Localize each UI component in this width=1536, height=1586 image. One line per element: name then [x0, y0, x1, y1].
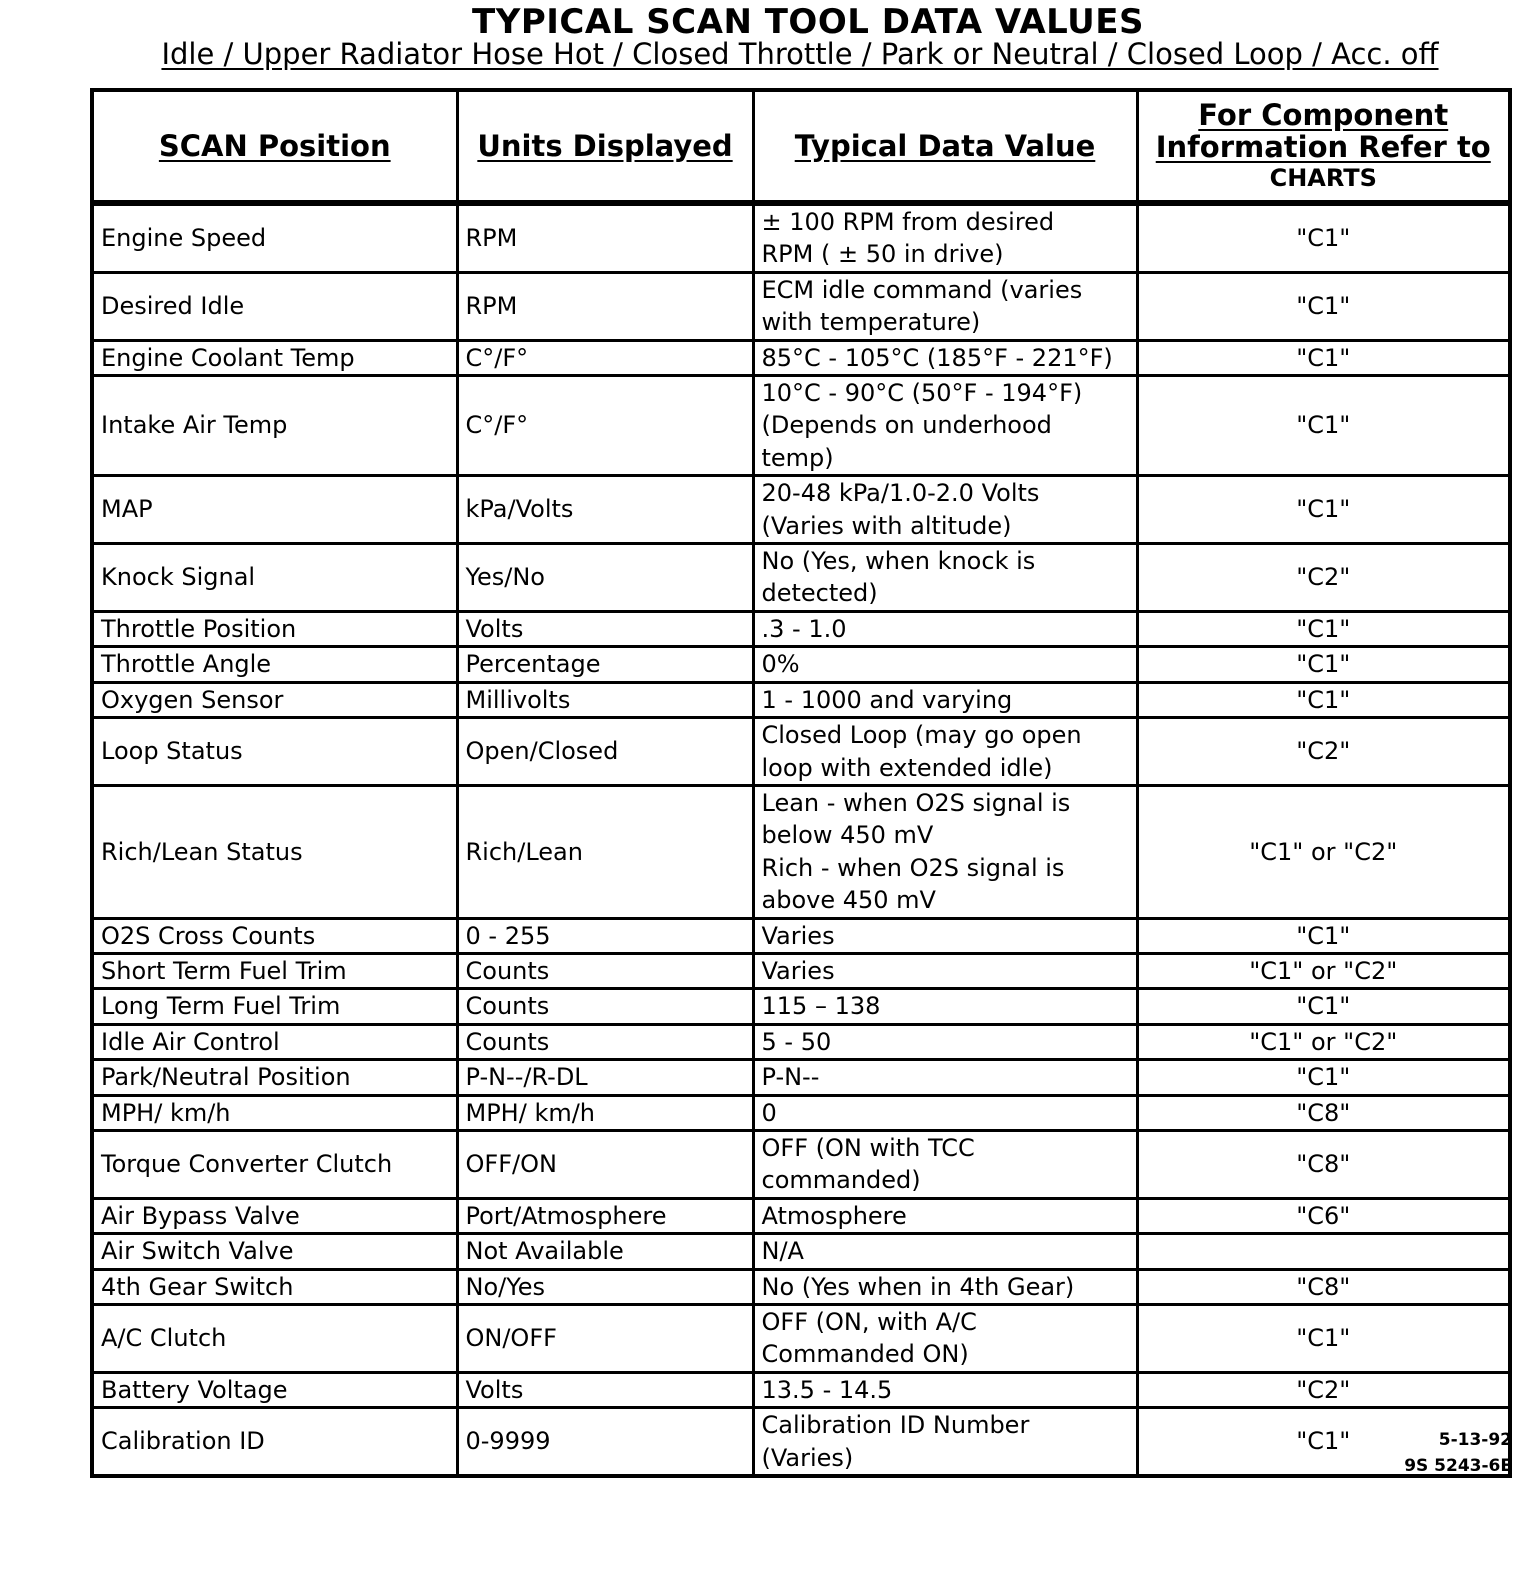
cell-typical-value: No (Yes, when knock is detected)	[753, 544, 1137, 612]
cell-scan-position: Loop Status	[94, 718, 457, 786]
cell-scan-position: Rich/Lean Status	[94, 785, 457, 918]
header-units-displayed	[457, 92, 753, 203]
table-row	[94, 1198, 1508, 1233]
cell-units-displayed: RPM	[457, 272, 753, 340]
table-row	[94, 1372, 1508, 1407]
table-body	[94, 203, 1508, 1474]
footer-code: 9S 5243-6E	[1404, 1456, 1512, 1476]
cell-typical-value: 85°C - 105°C (185°F - 221°F)	[753, 340, 1137, 375]
table-row	[94, 785, 1508, 918]
table-row	[94, 918, 1508, 953]
cell-scan-position: Short Term Fuel Trim	[94, 953, 457, 988]
cell-typical-value: 20-48 kPa/1.0-2.0 Volts (Varies with altitude)	[753, 476, 1137, 544]
cell-units-displayed: C°/F°	[457, 376, 753, 476]
cell-chart-ref: "C1"	[1137, 340, 1508, 375]
table-row	[94, 1024, 1508, 1059]
scan-data-table	[90, 88, 1512, 1478]
cell-typical-value: 13.5 - 14.5	[753, 1372, 1137, 1407]
cell-typical-value: Varies	[753, 953, 1137, 988]
cell-typical-value: 0%	[753, 647, 1137, 682]
cell-typical-value: OFF (ON, with A/C Commanded ON)	[753, 1305, 1137, 1373]
cell-typical-value: OFF (ON with TCC commanded)	[753, 1130, 1137, 1198]
cell-typical-value: No (Yes when in 4th Gear)	[753, 1269, 1137, 1304]
cell-chart-ref: "C1"	[1137, 989, 1508, 1024]
cell-chart-ref: "C1"	[1137, 272, 1508, 340]
cell-chart-ref: "C2"	[1137, 544, 1508, 612]
cell-scan-position: 4th Gear Switch	[94, 1269, 457, 1304]
cell-units-displayed: Open/Closed	[457, 718, 753, 786]
cell-typical-value: P-N--	[753, 1060, 1137, 1095]
cell-chart-ref: "C1"	[1137, 918, 1508, 953]
table-row	[94, 647, 1508, 682]
cell-units-displayed: 0 - 255	[457, 918, 753, 953]
table-row	[94, 203, 1508, 272]
cell-units-displayed: 0-9999	[457, 1408, 753, 1474]
cell-typical-value: ± 100 RPM from desired RPM ( ± 50 in drive)	[753, 203, 1137, 272]
cell-scan-position: Oxygen Sensor	[94, 682, 457, 717]
table-row	[94, 611, 1508, 646]
cell-scan-position: A/C Clutch	[94, 1305, 457, 1373]
cell-scan-position: Air Bypass Valve	[94, 1198, 457, 1233]
cell-typical-value: Lean - when O2S signal is below 450 mV Rich - when O2S signal is above 450 mV	[753, 785, 1137, 918]
cell-units-displayed: C°/F°	[457, 340, 753, 375]
cell-units-displayed: Not Available	[457, 1234, 753, 1269]
cell-units-displayed: Counts	[457, 1024, 753, 1059]
cell-units-displayed: Port/Atmosphere	[457, 1198, 753, 1233]
header-typical-value-label: Typical Data Value	[794, 129, 1096, 163]
header-units-displayed-label: Units Displayed	[477, 129, 733, 163]
cell-typical-value: 10°C - 90°C (50°F - 194°F) (Depends on underhood temp)	[753, 376, 1137, 476]
table-row	[94, 1305, 1508, 1373]
cell-typical-value: .3 - 1.0	[753, 611, 1137, 646]
cell-scan-position: Engine Speed	[94, 203, 457, 272]
table-row	[94, 1269, 1508, 1304]
cell-chart-ref	[1137, 1234, 1508, 1269]
cell-chart-ref: "C1"	[1137, 1305, 1508, 1373]
cell-typical-value: Calibration ID Number (Varies)	[753, 1408, 1137, 1474]
cell-chart-ref: "C1"	[1137, 611, 1508, 646]
cell-chart-ref: "C1"	[1137, 1060, 1508, 1095]
table-row	[94, 1095, 1508, 1130]
cell-units-displayed: Millivolts	[457, 682, 753, 717]
table-row	[94, 1060, 1508, 1095]
table-row	[94, 1408, 1508, 1474]
cell-typical-value: 1 - 1000 and varying	[753, 682, 1137, 717]
cell-units-displayed: Volts	[457, 611, 753, 646]
cell-scan-position: Throttle Position	[94, 611, 457, 646]
page-subtitle: Idle / Upper Radiator Hose Hot / Closed Throttle / Park or Neutral / Closed Loop / Acc. off	[161, 37, 1439, 71]
table-row	[94, 340, 1508, 375]
cell-scan-position: Engine Coolant Temp	[94, 340, 457, 375]
cell-scan-position: Calibration ID	[94, 1408, 457, 1474]
cell-chart-ref: "C1"	[1137, 203, 1508, 272]
cell-scan-position: Air Switch Valve	[94, 1234, 457, 1269]
header-scan-position	[94, 92, 457, 203]
cell-scan-position: Long Term Fuel Trim	[94, 989, 457, 1024]
cell-chart-ref: "C8"	[1137, 1269, 1508, 1304]
cell-units-displayed: Volts	[457, 1372, 753, 1407]
cell-typical-value: 115 – 138	[753, 989, 1137, 1024]
cell-chart-ref: "C2"	[1137, 718, 1508, 786]
table-row	[94, 1130, 1508, 1198]
table-row	[94, 989, 1508, 1024]
cell-scan-position: Intake Air Temp	[94, 376, 457, 476]
cell-scan-position: Idle Air Control	[94, 1024, 457, 1059]
cell-units-displayed: Counts	[457, 989, 753, 1024]
cell-typical-value: 5 - 50	[753, 1024, 1137, 1059]
header-component-ref-sub: CHARTS	[1269, 164, 1377, 192]
table-row	[94, 1234, 1508, 1269]
cell-units-displayed: No/Yes	[457, 1269, 753, 1304]
cell-chart-ref: "C1"	[1137, 376, 1508, 476]
cell-units-displayed: Percentage	[457, 647, 753, 682]
cell-units-displayed: Rich/Lean	[457, 785, 753, 918]
table-row	[94, 682, 1508, 717]
header-typical-value	[753, 92, 1137, 203]
cell-units-displayed: OFF/ON	[457, 1130, 753, 1198]
cell-units-displayed: ON/OFF	[457, 1305, 753, 1373]
cell-scan-position: Battery Voltage	[94, 1372, 457, 1407]
table-row	[94, 718, 1508, 786]
table-header-row	[94, 92, 1508, 203]
table-row	[94, 476, 1508, 544]
cell-chart-ref: "C1" or "C2"	[1137, 785, 1508, 918]
cell-units-displayed: P-N--/R-DL	[457, 1060, 753, 1095]
cell-chart-ref: "C1" or "C2"	[1137, 953, 1508, 988]
header-component-ref	[1137, 92, 1508, 203]
cell-chart-ref: "C8"	[1137, 1130, 1508, 1198]
cell-scan-position: Throttle Angle	[94, 647, 457, 682]
page-title: TYPICAL SCAN TOOL DATA VALUES	[472, 2, 1144, 42]
cell-typical-value: 0	[753, 1095, 1137, 1130]
cell-typical-value: Closed Loop (may go open loop with extended idle)	[753, 718, 1137, 786]
table-row	[94, 272, 1508, 340]
footer-date: 5-13-92	[1438, 1430, 1512, 1450]
cell-scan-position: MAP	[94, 476, 457, 544]
cell-typical-value: Atmosphere	[753, 1198, 1137, 1233]
cell-typical-value: Varies	[753, 918, 1137, 953]
cell-units-displayed: Counts	[457, 953, 753, 988]
cell-chart-ref: "C8"	[1137, 1095, 1508, 1130]
header-component-ref-label: For Component Information Refer to	[1155, 98, 1491, 164]
cell-chart-ref: "C2"	[1137, 1372, 1508, 1407]
cell-scan-position: MPH/ km/h	[94, 1095, 457, 1130]
cell-chart-ref: "C1"	[1137, 647, 1508, 682]
table-row	[94, 953, 1508, 988]
cell-typical-value: N/A	[753, 1234, 1137, 1269]
cell-units-displayed: Yes/No	[457, 544, 753, 612]
cell-chart-ref: "C1"	[1137, 682, 1508, 717]
cell-scan-position: O2S Cross Counts	[94, 918, 457, 953]
cell-chart-ref: "C6"	[1137, 1198, 1508, 1233]
cell-typical-value: ECM idle command (varies with temperature)	[753, 272, 1137, 340]
cell-chart-ref: "C1"	[1137, 1408, 1508, 1474]
cell-scan-position: Torque Converter Clutch	[94, 1130, 457, 1198]
table-row	[94, 544, 1508, 612]
cell-scan-position: Knock Signal	[94, 544, 457, 612]
cell-scan-position: Desired Idle	[94, 272, 457, 340]
cell-scan-position: Park/Neutral Position	[94, 1060, 457, 1095]
cell-units-displayed: kPa/Volts	[457, 476, 753, 544]
cell-chart-ref: "C1" or "C2"	[1137, 1024, 1508, 1059]
cell-chart-ref: "C1"	[1137, 476, 1508, 544]
table-row	[94, 376, 1508, 476]
header-scan-position-label: SCAN Position	[158, 129, 391, 163]
cell-units-displayed: MPH/ km/h	[457, 1095, 753, 1130]
cell-units-displayed: RPM	[457, 203, 753, 272]
